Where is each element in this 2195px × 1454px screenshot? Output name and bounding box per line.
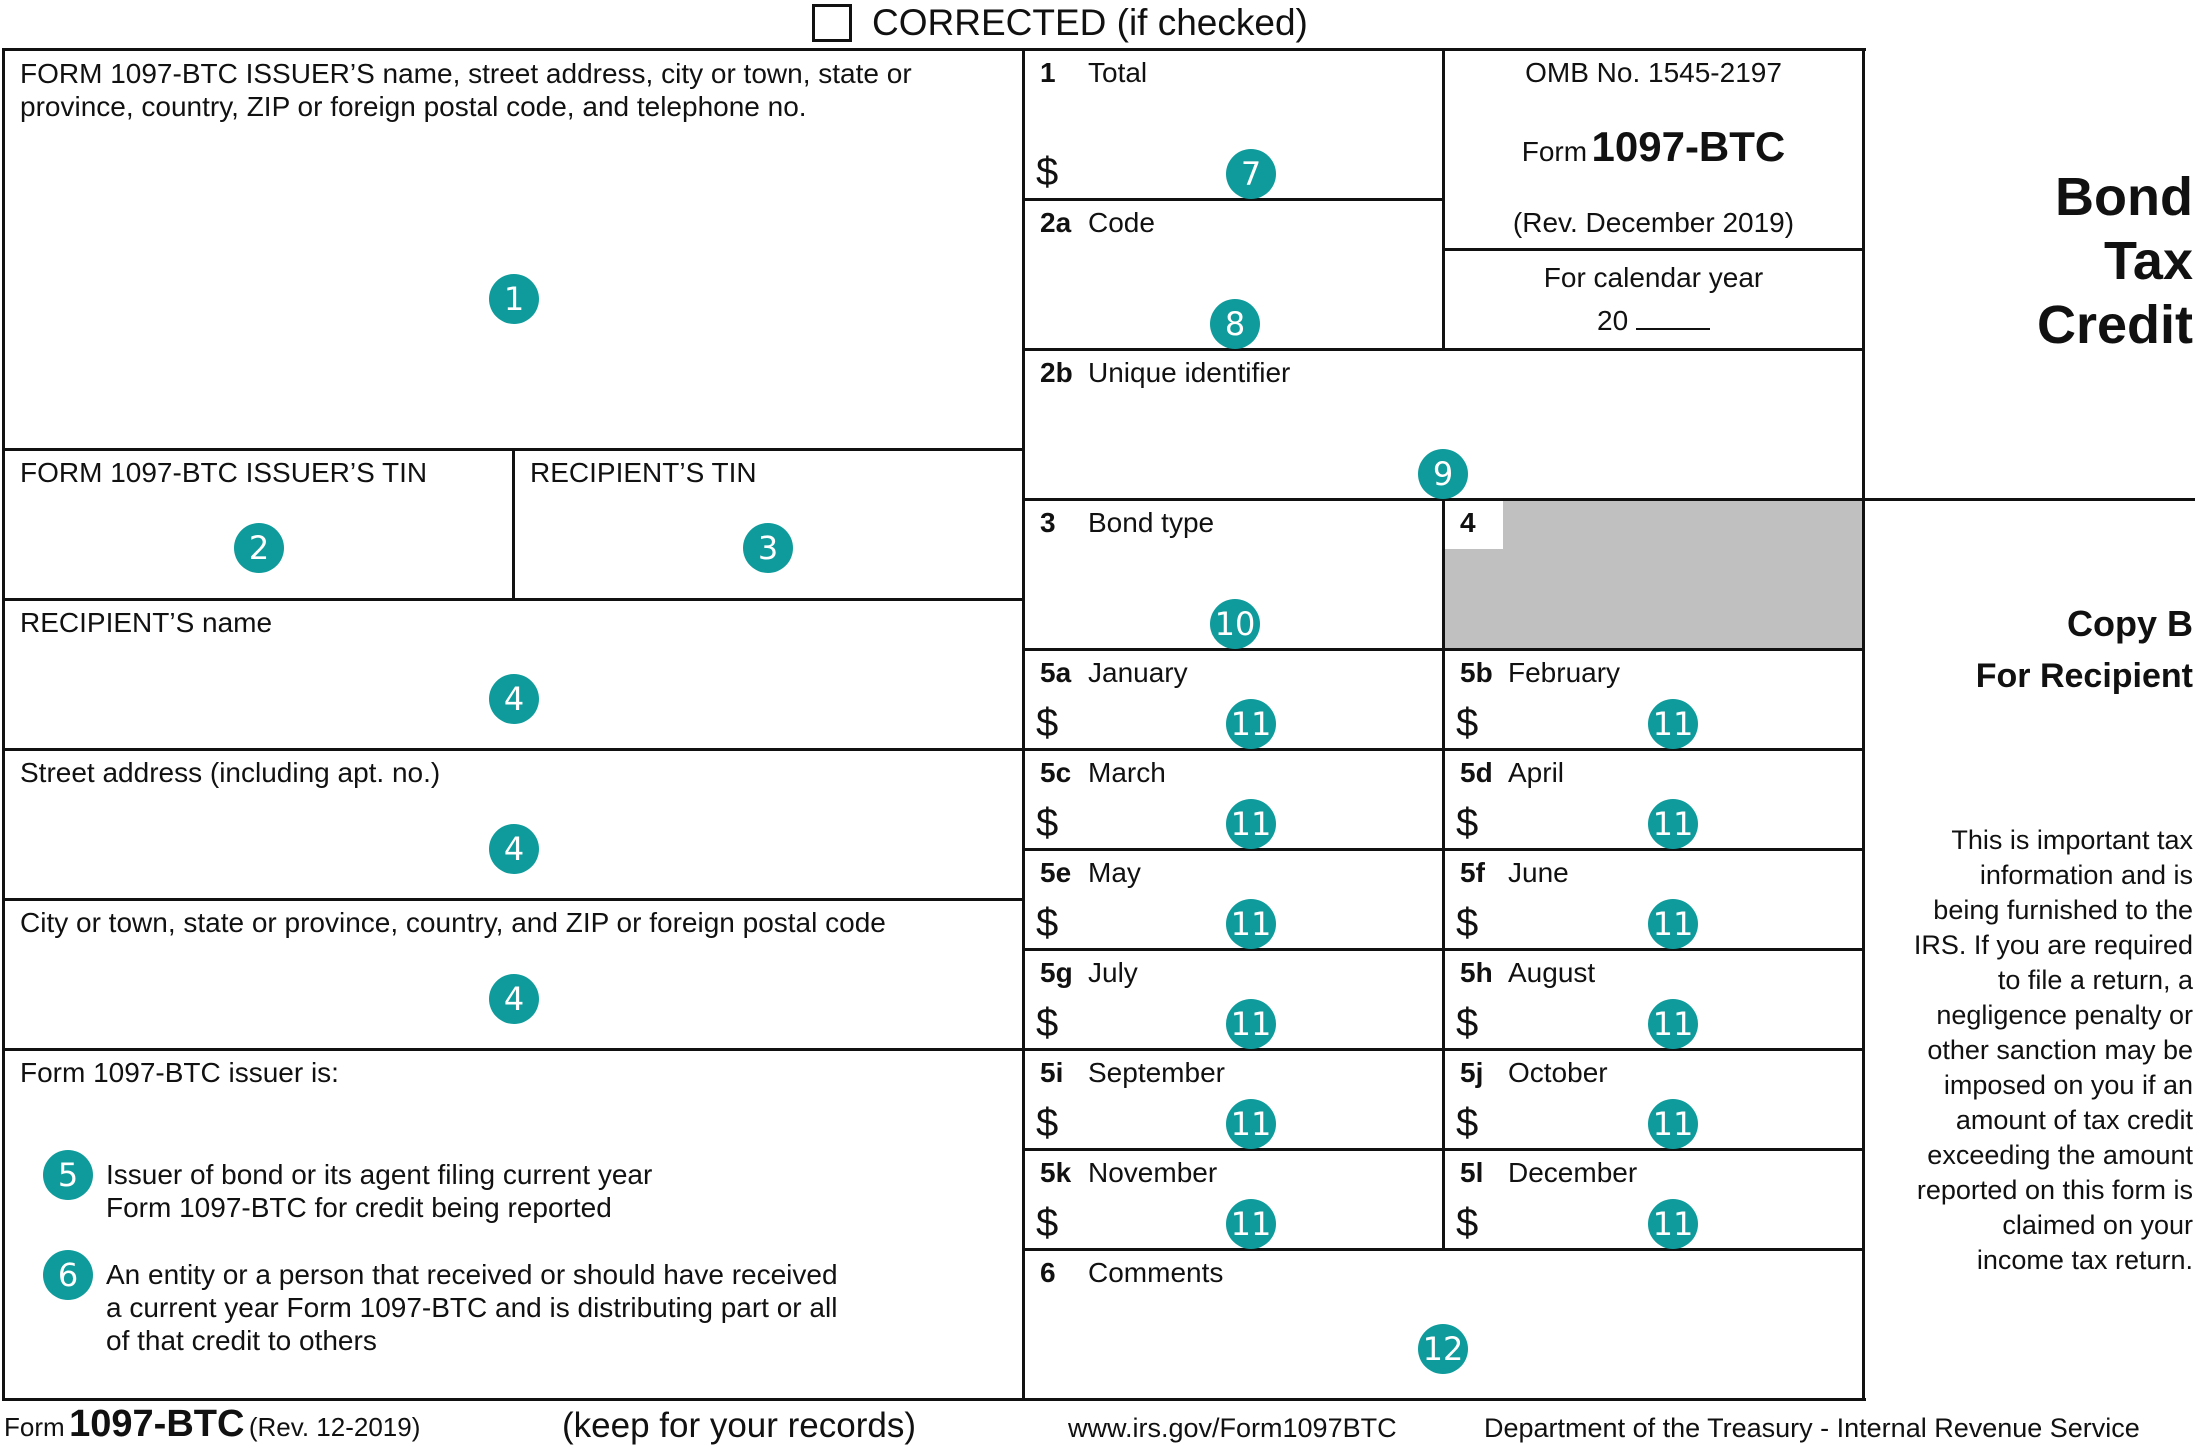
notice-line: IRS. If you are required <box>1913 930 2193 960</box>
badge-11-5b[interactable]: 11 <box>1648 699 1698 749</box>
omb-number: OMB No. 1545-2197 <box>1525 57 1782 88</box>
corrected-checkbox[interactable] <box>812 4 852 42</box>
box-6-number: 6 <box>1040 1257 1056 1288</box>
frame-middle <box>1022 48 1025 1400</box>
notice-line: other sanction may be <box>1927 1035 2193 1065</box>
rule-left-3 <box>2 748 1024 751</box>
issuer-tin-label: FORM 1097-BTC ISSUER’S TIN <box>20 457 428 488</box>
form-title <box>1880 165 2193 357</box>
box-5b-title: February <box>1508 657 1621 688</box>
year-prefix: 20 <box>1597 305 1629 336</box>
box-2b-label <box>1040 356 1290 390</box>
notice-line: claimed on your <box>2002 1210 2193 1240</box>
badge-10[interactable]: 10 <box>1210 599 1260 649</box>
frame-bottom <box>2 1398 1866 1401</box>
badge-11-5c[interactable]: 11 <box>1226 799 1276 849</box>
box-5b-number: 5b <box>1460 657 1493 688</box>
calendar-year-field[interactable] <box>1445 302 1862 338</box>
badge-11-5d[interactable]: 11 <box>1648 799 1698 849</box>
box-1-dollar: $ <box>1036 150 1059 194</box>
box-5c-number: 5c <box>1040 757 1072 788</box>
badge-5[interactable]: 5 <box>43 1150 93 1200</box>
box-5d-title: April <box>1508 757 1565 788</box>
rule-mid-10 <box>1022 1248 1864 1251</box>
notice-line: income tax return. <box>1976 1245 2193 1275</box>
recipient-notice <box>1876 823 2193 1278</box>
badge-11-5k[interactable]: 11 <box>1226 1199 1276 1249</box>
box-3-number: 3 <box>1040 507 1056 538</box>
rule-mid-2 <box>1022 348 1864 351</box>
box-4-shaded-lower <box>1445 549 1503 648</box>
box-5h-label <box>1460 956 1595 990</box>
box-5c-label <box>1040 756 1166 790</box>
box-5h-title: August <box>1508 957 1596 988</box>
box-5d-number: 5d <box>1460 757 1493 788</box>
frame-top <box>2 48 1866 51</box>
city-label: City or town, state or province, country, and ZIP or foreign postal code <box>20 907 886 938</box>
box-5k-title: November <box>1088 1157 1218 1188</box>
box-5f-dollar: $ <box>1456 901 1479 945</box>
box-5d-dollar: $ <box>1456 801 1479 845</box>
box-3-label <box>1040 506 1214 540</box>
box-2b-title: Unique identifier <box>1088 357 1291 388</box>
rule-mid-6 <box>1022 848 1864 851</box>
box-4-shaded <box>1503 501 1862 648</box>
badge-11-5a[interactable]: 11 <box>1226 699 1276 749</box>
box-5a-number: 5a <box>1040 657 1072 688</box>
box-5l-label <box>1460 1156 1637 1190</box>
rule-mid-8 <box>1022 1048 1864 1051</box>
form-number: 1097-BTC <box>1591 123 1786 170</box>
badge-11-5i[interactable]: 11 <box>1226 1099 1276 1149</box>
box-4-label <box>1460 506 1508 540</box>
notice-line: amount of tax credit <box>1955 1105 2193 1135</box>
street-label: Street address (including apt. no.) <box>20 757 441 788</box>
box-5l-number: 5l <box>1460 1157 1484 1188</box>
box-5a-dollar: $ <box>1036 701 1059 745</box>
rule-mid-1 <box>1022 198 1442 201</box>
box-5b-label <box>1460 656 1620 690</box>
rule-mid-9 <box>1022 1148 1864 1151</box>
notice-line: to file a return, a <box>1997 965 2193 995</box>
badge-8[interactable]: 8 <box>1210 299 1260 349</box>
frame-left <box>2 48 5 1400</box>
box-5i-label <box>1040 1056 1225 1090</box>
notice-line: reported on this form is <box>1916 1175 2193 1205</box>
copy-recipient: For Recipient <box>1975 657 2193 695</box>
badge-7[interactable]: 7 <box>1226 149 1276 199</box>
badge-4-name: 4 <box>489 674 539 724</box>
rule-left-5 <box>2 1048 1024 1051</box>
recipient-tin-label: RECIPIENT’S TIN <box>530 457 757 488</box>
box-5c-dollar: $ <box>1036 801 1059 845</box>
box-1-label <box>1040 56 1147 90</box>
footer-dept: Department of the Treasury - Internal Revenue Service <box>1484 1413 2140 1443</box>
box-5e-label <box>1040 856 1141 890</box>
rule-tin-split <box>512 448 515 600</box>
box-6-title: Comments <box>1088 1257 1224 1288</box>
side-rule <box>1862 498 2195 501</box>
box-5j-dollar: $ <box>1456 1101 1479 1145</box>
issuer-option-2-line2: a current year Form 1097-BTC and is distributing part or all <box>106 1292 838 1323</box>
box-6-label <box>1040 1256 1223 1290</box>
rule-mid-5 <box>1022 748 1864 751</box>
notice-line: information and is <box>1979 860 2193 890</box>
issuer-name-label: FORM 1097-BTC ISSUER’S name, street address, city or town, state or <box>20 58 912 89</box>
notice-line: imposed on you if an <box>1943 1070 2193 1100</box>
box-5i-number: 5i <box>1040 1057 1064 1088</box>
footer-keep: (keep for your records) <box>562 1406 917 1445</box>
corrected-label: CORRECTED (if checked) <box>872 2 1308 43</box>
box-5f-label <box>1460 856 1569 890</box>
box-5h-dollar: $ <box>1456 1001 1479 1045</box>
form-word: Form <box>1521 136 1588 167</box>
box-5g-number: 5g <box>1040 957 1073 988</box>
box-5c-title: March <box>1088 757 1166 788</box>
notice-line: This is important tax <box>1951 825 2193 855</box>
box-1-title: Total <box>1088 57 1148 88</box>
box-5e-title: May <box>1088 857 1141 888</box>
issuer-name-label-2: province, country, ZIP or foreign postal code, and telephone no. <box>20 91 807 122</box>
box-4-number: 4 <box>1460 507 1476 538</box>
box-5a-label <box>1040 656 1188 690</box>
box-1-number: 1 <box>1040 57 1056 88</box>
issuer-option-2-line1: An entity or a person that received or should have received <box>106 1259 838 1290</box>
badge-4-street: 4 <box>489 824 539 874</box>
badge-1: 1 <box>489 274 539 324</box>
box-5i-dollar: $ <box>1036 1101 1059 1145</box>
badge-11-5l[interactable]: 11 <box>1648 1199 1698 1249</box>
box-5j-number: 5j <box>1460 1057 1484 1088</box>
form-title-line-2: Tax <box>2103 231 2193 291</box>
box-5f-title: June <box>1508 857 1569 888</box>
rule-info-split <box>1442 248 1864 251</box>
badge-2: 2 <box>234 523 284 573</box>
box-5k-dollar: $ <box>1036 1201 1059 1245</box>
box-5i-title: September <box>1088 1057 1225 1088</box>
box-5e-number: 5e <box>1040 857 1072 888</box>
badge-4-city: 4 <box>489 974 539 1024</box>
rule-left-2 <box>2 598 1024 601</box>
rule-mid-7 <box>1022 948 1864 951</box>
footer-rev: (Rev. 12-2019) <box>248 1412 421 1442</box>
form-rev: (Rev. December 2019) <box>1512 207 1795 238</box>
box-2a-number: 2a <box>1040 207 1072 238</box>
box-5g-label <box>1040 956 1138 990</box>
box-5j-label <box>1460 1056 1608 1090</box>
box-5j-title: October <box>1508 1057 1608 1088</box>
box-5h-number: 5h <box>1460 957 1493 988</box>
box-5k-label <box>1040 1156 1217 1190</box>
calendar-year-label: For calendar year <box>1543 262 1764 293</box>
box-5d-label <box>1460 756 1564 790</box>
box-5k-number: 5k <box>1040 1157 1072 1188</box>
box-5f-number: 5f <box>1460 857 1485 888</box>
badge-3: 3 <box>743 523 793 573</box>
box-5g-dollar: $ <box>1036 1001 1059 1045</box>
badge-12[interactable]: 12 <box>1418 1324 1468 1374</box>
badge-9[interactable]: 9 <box>1418 449 1468 499</box>
box-2a-title: Code <box>1088 207 1155 238</box>
box-5b-dollar: $ <box>1456 701 1479 745</box>
year-blank[interactable] <box>1636 302 1710 330</box>
issuer-option-1-line1: Issuer of bond or its agent filing current year <box>106 1159 653 1190</box>
box-2a-label <box>1040 206 1155 240</box>
badge-11-5g[interactable]: 11 <box>1226 999 1276 1049</box>
form-title-line-1: Bond <box>2055 167 2193 227</box>
footer-form-id <box>4 1402 420 1454</box>
rule-left-4 <box>2 898 1024 901</box>
rule-mid-4 <box>1022 648 1864 651</box>
box-5e-dollar: $ <box>1036 901 1059 945</box>
badge-11-5h[interactable]: 11 <box>1648 999 1698 1049</box>
notice-line: exceeding the amount <box>1927 1140 2193 1170</box>
footer-form-word: Form <box>4 1412 65 1442</box>
box-5l-dollar: $ <box>1456 1201 1479 1245</box>
box-3-title: Bond type <box>1088 507 1215 538</box>
badge-11-5j[interactable]: 11 <box>1648 1099 1698 1149</box>
box-5g-title: July <box>1088 957 1138 988</box>
copy-designation: Copy B <box>2067 603 2193 644</box>
issuer-type-label: Form 1097-BTC issuer is: <box>20 1057 339 1088</box>
box-2b-number: 2b <box>1040 357 1073 388</box>
box-5a-title: January <box>1088 657 1188 688</box>
box-5l-title: December <box>1508 1157 1638 1188</box>
notice-line: being furnished to the <box>1933 895 2193 925</box>
issuer-option-2-line3: of that credit to others <box>106 1325 377 1356</box>
footer-form-number: 1097-BTC <box>69 1403 245 1445</box>
issuer-option-1-line2: Form 1097-BTC for credit being reported <box>106 1192 612 1223</box>
form-title-line-3: Credit <box>2036 295 2193 355</box>
notice-line: negligence penalty or <box>1936 1000 2193 1030</box>
footer-url: www.irs.gov/Form1097BTC <box>1068 1413 1397 1443</box>
recipient-name-label: RECIPIENT’S name <box>20 607 273 638</box>
badge-11-5f[interactable]: 11 <box>1648 899 1698 949</box>
badge-11-5e[interactable]: 11 <box>1226 899 1276 949</box>
form-id <box>1445 122 1862 182</box>
badge-6[interactable]: 6 <box>43 1250 93 1300</box>
